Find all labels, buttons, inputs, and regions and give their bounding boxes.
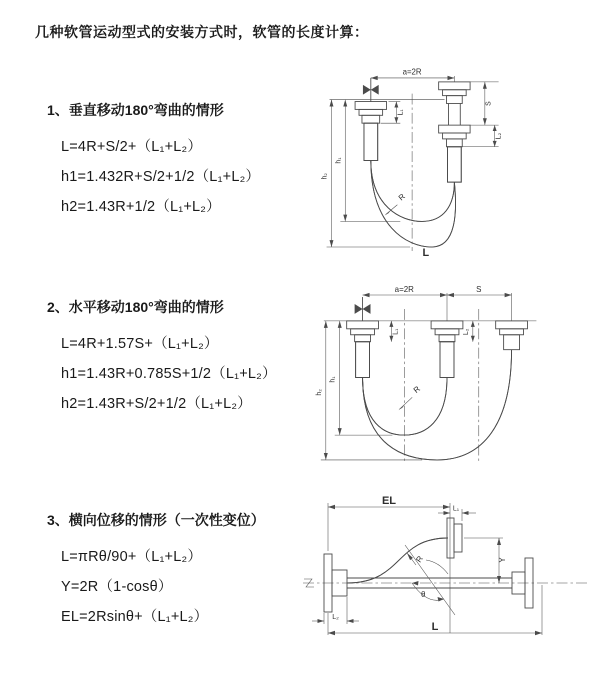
dim-label-h1: h₁ — [329, 376, 337, 383]
braided-hose-section — [447, 147, 461, 182]
diagram-horizontal-180-bend — [298, 283, 596, 467]
dim-label-h2: h₂ — [321, 173, 329, 180]
valve-icon — [355, 297, 371, 321]
section-3 — [47, 510, 309, 632]
dim-label-theta: θ — [421, 590, 426, 599]
dim-label-h1: h₁ — [335, 157, 343, 164]
dim-label-a2r: a=2R — [394, 285, 414, 295]
braided-hose-section — [440, 342, 454, 378]
dim-label-el: EL — [381, 495, 397, 507]
section-2-heading: 2、水平移动180°弯曲的情形 — [47, 299, 224, 315]
dim-label-l1: L₁ — [397, 109, 405, 116]
flange-fitting — [431, 321, 463, 378]
formula-line: EL=2Rsinθ+（L₁+L₂） — [61, 609, 209, 625]
dim-label-l2: L₂ — [462, 328, 470, 336]
dim-label-s: S — [485, 101, 493, 106]
section-1-heading: 1、垂直移动180°弯曲的情形 — [47, 102, 224, 118]
flange-fitting — [355, 102, 386, 161]
section-2-formulas — [61, 329, 309, 419]
dim-label-r: R — [411, 384, 422, 395]
dim-label-l2: L₂ — [332, 614, 339, 621]
formula-line: L=πRθ/90+（L₁+L₂） — [61, 549, 203, 565]
formula-line: h2=1.43R+1/2（L₁+L₂） — [61, 199, 221, 215]
formula-line: L=4R+1.57S+（L₁+L₂） — [61, 336, 219, 352]
dim-label-l-total: L — [431, 621, 439, 633]
formula-line: h1=1.43R+0.785S+1/2（L₁+L₂） — [61, 366, 277, 382]
dim-label-r: R — [414, 554, 425, 565]
diagram-lateral-displacement — [297, 493, 597, 648]
diagram-vertical-180-bend — [302, 66, 592, 258]
dim-label-y: Y — [498, 557, 507, 563]
braided-hose-section — [364, 123, 378, 160]
section-3-heading: 3、横向位移的情形（一次性变位） — [47, 512, 265, 528]
section-2 — [47, 297, 309, 419]
formula-line: L=4R+S/2+（L₁+L₂） — [61, 139, 203, 155]
braided-hose-section — [356, 342, 370, 378]
flange-fitting — [496, 321, 528, 350]
page-title: 几种软管运动型式的安装方式时，软管的长度计算： — [35, 24, 369, 40]
formula-line: Y=2R（1-cosθ） — [61, 579, 173, 595]
dim-label-r: R — [396, 191, 407, 203]
dim-label-a2r: a=2R — [402, 67, 422, 77]
dim-label-l-total: L — [422, 246, 430, 258]
section-1 — [47, 100, 309, 222]
dim-label-l1: L₁ — [392, 328, 400, 335]
formula-line: h1=1.432R+S/2+1/2（L₁+L₂） — [61, 169, 261, 185]
section-3-formulas — [61, 542, 309, 632]
flange-fitting — [347, 321, 379, 378]
section-1-formulas — [61, 132, 309, 222]
dim-label-h2: h₂ — [315, 389, 323, 396]
dim-label-s: S — [476, 285, 482, 295]
valve-icon — [363, 78, 379, 102]
dim-label-l1: L₁ — [452, 505, 460, 513]
flange-fitting — [439, 82, 470, 182]
flange-fitting — [447, 518, 462, 558]
formula-line: h2=1.43R+S/2+1/2（L₁+L₂） — [61, 396, 252, 412]
dim-label-l2: L₂ — [495, 132, 503, 140]
